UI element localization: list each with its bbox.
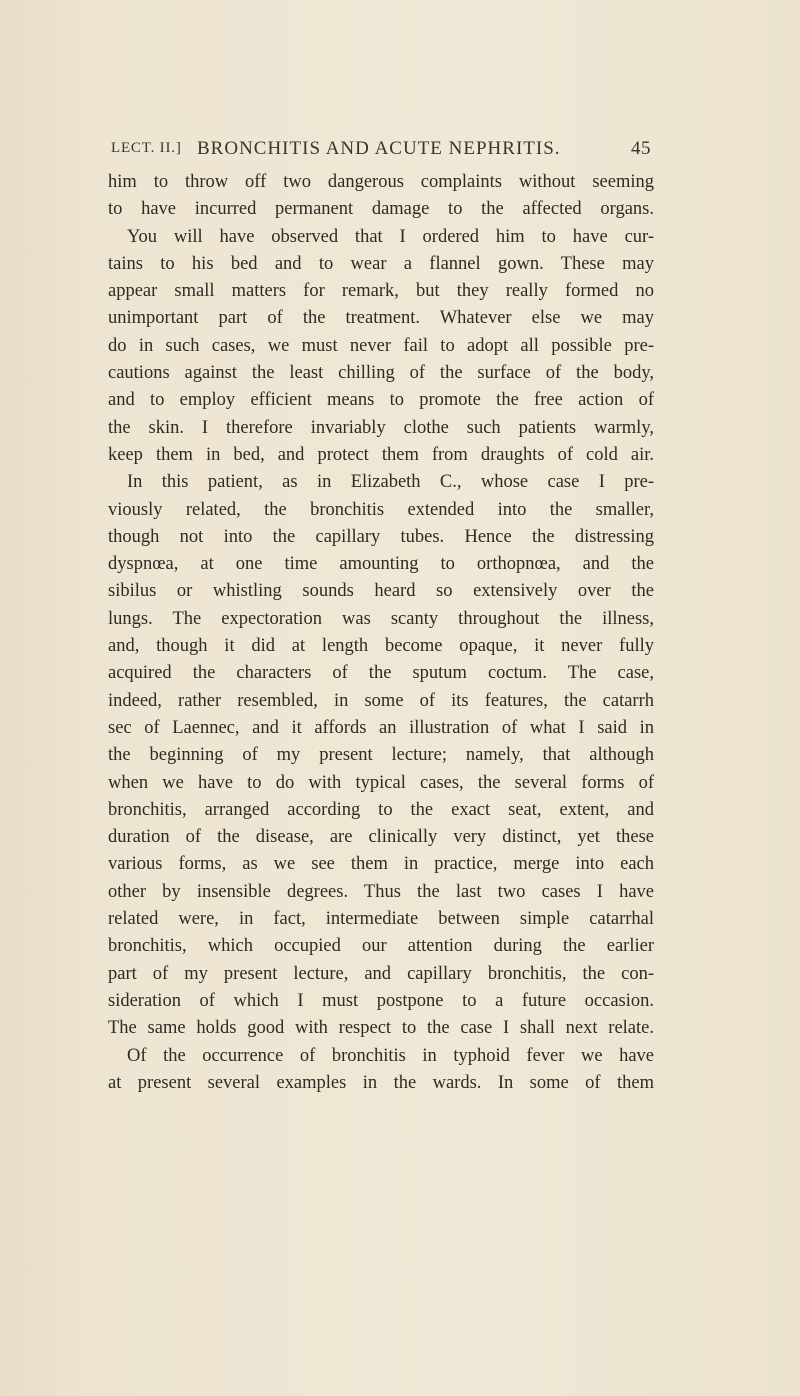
text-line: bronchitis, arranged according to the exact seat, extent, and: [108, 799, 654, 820]
text-line: and, though it did at length become opaque, it never fully: [108, 636, 654, 657]
text-line: do in such cases, we must never fail to adopt all possible pre-: [108, 335, 654, 356]
text-line: and to employ efficient means to promote the free action of: [108, 390, 654, 411]
text-line: unimportant part of the treatment. Whatever else we may: [108, 308, 654, 329]
text-line: to have incurred permanent damage to the affected organs.: [108, 199, 654, 220]
text-line: him to throw off two dangerous complaints without seeming: [108, 172, 654, 192]
page-number: 45: [631, 138, 651, 159]
text-line: The same holds good with respect to the case I shall next relate.: [108, 1018, 654, 1039]
text-line: various forms, as we see them in practice, merge into each: [108, 854, 654, 875]
text-line: keep them in bed, and protect them from draughts of cold air.: [108, 444, 654, 465]
text-line: dyspnœa, at one time amounting to orthopnœa, and the: [108, 554, 654, 575]
text-line: tains to his bed and to wear a flannel gown. These may: [108, 253, 654, 274]
running-title: BRONCHITIS AND ACUTE NEPHRITIS.: [197, 138, 561, 159]
text-line: sec of Laennec, and it affords an illustration of what I said in: [108, 717, 654, 738]
text-line: Of the occurrence of bronchitis in typhoid fever we have: [127, 1045, 654, 1066]
text-line: the beginning of my present lecture; namely, that although: [108, 745, 654, 766]
text-line: other by insensible degrees. Thus the last two cases I have: [108, 881, 654, 902]
text-line: appear small matters for remark, but they really formed no: [108, 281, 654, 302]
text-line: sideration of which I must postpone to a future occasion.: [108, 990, 654, 1011]
text-line: the skin. I therefore invariably clothe such patients warmly,: [108, 417, 654, 438]
text-line: lungs. The expectoration was scanty throughout the illness,: [108, 608, 654, 629]
text-line: related were, in fact, intermediate between simple catarrhal: [108, 909, 654, 930]
text-line: viously related, the bronchitis extended into the smaller,: [108, 499, 654, 520]
text-line: when we have to do with typical cases, the several forms of: [108, 772, 654, 793]
text-line: You will have observed that I ordered him to have cur-: [127, 226, 654, 247]
lecture-number: LECT. II.]: [111, 140, 182, 156]
text-line: at present several examples in the wards. In some of them: [108, 1072, 654, 1093]
text-line: duration of the disease, are clinically very distinct, yet these: [108, 827, 654, 848]
text-line: bronchitis, which occupied our attention during the earlier: [108, 936, 654, 957]
running-header: [111, 138, 651, 162]
text-line: part of my present lecture, and capillary bronchitis, the con-: [108, 963, 654, 984]
body-text: [108, 169, 654, 1097]
text-line: indeed, rather resembled, in some of its features, the catarrh: [108, 690, 654, 711]
text-line: In this patient, as in Elizabeth C., whose case I pre-: [127, 472, 654, 493]
text-line: though not into the capillary tubes. Hence the distressing: [108, 526, 654, 547]
text-line: cautions against the least chilling of the surface of the body,: [108, 363, 654, 384]
text-line: acquired the characters of the sputum coctum. The case,: [108, 663, 654, 684]
text-line: sibilus or whistling sounds heard so extensively over the: [108, 581, 654, 602]
